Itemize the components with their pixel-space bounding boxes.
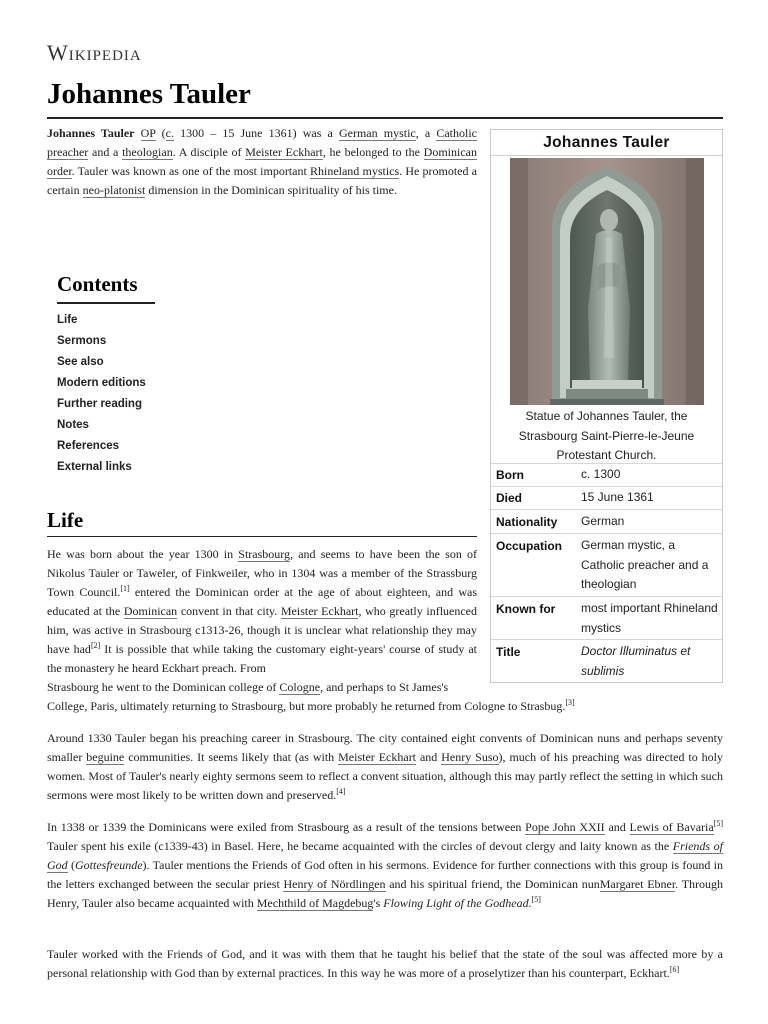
link-op[interactable]: OP [140, 126, 156, 140]
body-text: ), much of his preaching was directed to holy women. Most of Tauler's nearly eighty sermons seem to reflect a convent situation, although this may partly reflect the setting in which such sermons were most likely to be written down and preserved. [47, 750, 724, 802]
gottesfreunde-term: Gottesfreunde [74, 858, 143, 872]
link-meister-eckhart[interactable]: Meister Eckhart [280, 604, 359, 618]
link-lewis-of-bavaria[interactable]: Lewis of Bavaria [629, 820, 714, 834]
life-paragraph-2 [47, 729, 723, 805]
intro-text: . Tauler was known as one of the most important [71, 164, 310, 178]
infobox-value: 15 June 1361 [581, 490, 654, 504]
section-divider [47, 536, 477, 537]
statue-photo[interactable] [510, 158, 704, 405]
intro-text: , he belonged to the [322, 145, 424, 159]
body-text: ( [67, 858, 75, 872]
infobox-row-born [491, 463, 722, 487]
intro-text: . A disciple of [172, 145, 246, 159]
body-text: , and perhaps to St James's [320, 680, 449, 694]
body-text: Tauler worked with the Friends of God, and it was with them that he taught his belief that the state of the soul was affected more by a personal relationship with God than by external practices. In this way he was more of a proselytizer than his counterpart, Eckhart. [47, 947, 723, 980]
infobox-value: Doctor Illuminatus et sublimis [581, 644, 691, 678]
infobox-value: c. 1300 [581, 467, 621, 481]
toc-list [57, 310, 155, 478]
body-text: Tauler spent his exile (c1339-43) in Basel. Here, he became acquainted with the circles of devout clergy and laity known as the [47, 839, 673, 853]
subject-name: Johannes Tauler [47, 126, 135, 140]
life-paragraph-1-cont [47, 678, 722, 716]
intro-text: . He promoted a certain [47, 164, 477, 197]
link-dominican[interactable]: Dominican [123, 604, 178, 618]
link-catholic-preacher[interactable]: Catholic preacher [47, 126, 477, 159]
infobox-row-died [491, 486, 722, 510]
link-beguine[interactable]: beguine [86, 750, 125, 764]
life-paragraph-1 [47, 545, 477, 678]
body-text: He was born about the year 1300 in [47, 547, 239, 561]
link-mechthild[interactable]: Mechthild of Magdebug [256, 896, 374, 910]
toc-item-modern-editions[interactable]: Modern editions [57, 377, 146, 389]
infobox-label: Known for [496, 602, 556, 616]
body-text: and his spiritual friend, the Dominican nun [385, 877, 600, 891]
body-text: It is possible that while taking the customary eight-years' course of study at the monastery he heard Eckhart preach. From [47, 642, 477, 675]
body-text: Strasbourg he went to the Dominican college of [47, 680, 280, 694]
body-text: College, Paris, ultimately returning to Strasbourg, but more probably he returned from Cologne to Strasbug. [47, 699, 566, 713]
toc-item-notes[interactable]: Notes [57, 419, 89, 431]
link-pope-john[interactable]: Pope John XXII [525, 820, 605, 834]
toc-item-external-links[interactable]: External links [57, 461, 132, 473]
reference-5[interactable]: [5] [713, 819, 724, 828]
flowing-light-title: Flowing Light of the Godhead. [383, 896, 532, 910]
body-text: convent in that city. [177, 604, 281, 618]
link-henry-suso[interactable]: Henry Suso [441, 750, 499, 764]
infobox-row-occupation [491, 533, 722, 597]
toc-item-references[interactable]: References [57, 440, 120, 452]
infobox-label: Died [496, 491, 523, 505]
intro-text: and a [88, 145, 123, 159]
infobox-value: German mystic, a Catholic preacher and a theologian [581, 538, 709, 591]
statue-illustration [510, 158, 704, 405]
toc-item-see-also[interactable]: See also [57, 356, 104, 368]
link-meister-eckhart[interactable]: Meister Eckhart [338, 750, 417, 764]
infobox [490, 129, 723, 683]
reference-3[interactable]: [3] [565, 698, 575, 707]
infobox-label: Occupation [496, 539, 563, 553]
toc-item-further-reading[interactable]: Further reading [57, 398, 142, 410]
toc-divider [57, 302, 155, 304]
infobox-title: Johannes Tauler [491, 130, 722, 156]
intro-text: dimension in the Dominican spirituality of his time. [145, 183, 397, 197]
link-strasbourg[interactable]: Strasbourg [238, 547, 291, 561]
table-of-contents [57, 272, 155, 478]
reference-4[interactable]: [4] [336, 787, 346, 796]
page-title: Johannes Tauler [47, 78, 251, 110]
reference-5b[interactable]: [5] [531, 895, 541, 904]
body-text: 's [373, 896, 384, 910]
link-cologne[interactable]: Cologne [279, 680, 321, 694]
link-henry-of-nordlingen[interactable]: Henry of Nördlingen [283, 877, 386, 891]
reference-1[interactable]: [1] [120, 584, 130, 593]
title-divider [47, 117, 723, 119]
body-text: ). Tauler mentions the Friends of God often in his sermons. Evidence for further connections with this group is found in the letters exchanged between the secular priest [47, 858, 723, 891]
infobox-value: German [581, 514, 625, 528]
intro-text: 1300 – 15 June 1361) was a [173, 126, 339, 140]
body-text: and [604, 820, 630, 834]
link-dominican-order[interactable]: Dominican order [47, 145, 477, 178]
link-circa[interactable]: c. [165, 126, 174, 140]
link-meister-eckhart[interactable]: Meister Eckhart [245, 145, 323, 159]
infobox-caption: Statue of Johannes Tauler, the Strasbourg Saint-Pierre-le-Jeune Protestant Church. [518, 409, 695, 462]
link-rhineland-mystics[interactable]: Rhineland mystics [309, 164, 400, 178]
toc-title: Contents [57, 272, 138, 296]
body-text: and [416, 750, 442, 764]
link-friends-of-god[interactable]: Friends of God [47, 839, 723, 872]
link-german-mystic[interactable]: German mystic [338, 126, 416, 140]
link-neo-platonist[interactable]: neo-platonist [82, 183, 146, 197]
life-paragraph-3 [47, 818, 723, 913]
toc-item-sermons[interactable]: Sermons [57, 335, 107, 347]
body-text: . Through Henry, Tauler also became acquainted with [47, 877, 724, 910]
body-text: Around 1330 Tauler began his preaching career in Strasbourg. The city contained eight convents of Dominican nuns and perhaps seventy smaller [47, 731, 723, 764]
intro-text: , a [415, 126, 437, 140]
intro-paragraph [47, 124, 477, 200]
infobox-row-known-for [491, 596, 722, 640]
body-text: , who greatly influenced him, was active in Strasbourg c1313-26, though it is unclear what relationship they may have had [47, 604, 478, 656]
infobox-row-title [491, 639, 722, 683]
intro-text: ( [155, 126, 166, 140]
reference-6[interactable]: [6] [669, 965, 680, 974]
life-paragraph-4 [47, 945, 723, 983]
section-heading-life: Life [47, 508, 84, 532]
link-margaret-ebner[interactable]: Margaret Ebner [599, 877, 676, 891]
body-text: , and seems to have been the son of Nikolus Tauler or Taweler, of Finkweiler, who in 1304 was a member of the Strassburg Town Council. [47, 547, 477, 599]
body-text: In 1338 or 1339 the Dominicans were exiled from Strasbourg as a result of the tensions between [47, 820, 526, 834]
infobox-label: Title [496, 645, 521, 659]
infobox-label: Nationality [496, 515, 558, 529]
infobox-label: Born [496, 468, 524, 482]
body-text: entered the Dominican order at the age of about eighteen, and was educated at the [47, 585, 477, 618]
toc-item-life[interactable]: Life [57, 314, 78, 326]
infobox-value: most important Rhineland mystics [581, 601, 718, 635]
link-theologian[interactable]: theologian [122, 145, 173, 159]
wikipedia-wordmark[interactable]: Wikipedia [47, 40, 142, 65]
body-text: communities. It seems likely that (as with [124, 750, 339, 764]
infobox-row-nationality [491, 509, 722, 534]
reference-2[interactable]: [2] [90, 641, 101, 650]
